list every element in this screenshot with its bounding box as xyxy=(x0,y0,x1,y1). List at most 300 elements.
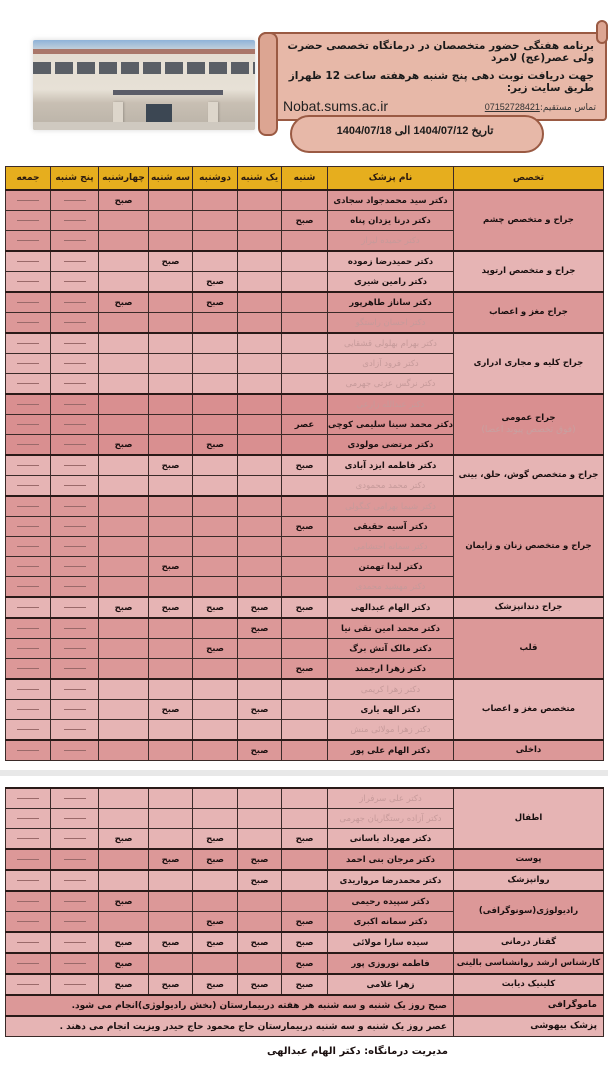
shift-friday-closed xyxy=(6,577,51,598)
specialty-label: داخلی xyxy=(515,744,542,755)
shift-monday: صبح xyxy=(193,292,238,313)
shift-saturday xyxy=(282,891,328,912)
shift-monday: صبح xyxy=(193,272,238,293)
shift-saturday xyxy=(282,231,328,252)
doctor-name: دکتر سپیده رحیمی xyxy=(328,891,454,912)
shift-sunday xyxy=(238,912,282,933)
shift-wednesday xyxy=(99,496,149,517)
shift-tuesday: صبح xyxy=(149,597,193,618)
specialty-cell xyxy=(454,788,604,849)
specialty-label: جراح و متخصص ارتوپد xyxy=(481,265,576,276)
shift-tuesday xyxy=(149,394,193,415)
specialty-cell xyxy=(454,251,604,292)
specialty-label: جراح و متخصص چشم xyxy=(483,214,574,225)
shift-tuesday: صبح xyxy=(149,251,193,272)
doctor-row xyxy=(6,597,604,618)
shift-friday-closed xyxy=(6,435,51,456)
phone-line xyxy=(485,102,596,113)
shift-wednesday xyxy=(99,374,149,395)
doctor-name: دکتر لیدا تهمتن xyxy=(328,557,454,577)
col-header-saturday: شنبه xyxy=(282,167,328,191)
shift-wednesday xyxy=(99,639,149,659)
shift-thursday-closed xyxy=(51,374,99,395)
shift-wednesday xyxy=(99,333,149,354)
specialty-label: جراح و متخصص زنان و زایمان xyxy=(465,540,592,551)
shift-sunday xyxy=(238,557,282,577)
shift-thursday-closed xyxy=(51,953,99,974)
doctor-row xyxy=(6,251,604,272)
shift-tuesday xyxy=(149,517,193,537)
shift-monday xyxy=(193,659,238,680)
doctor-row xyxy=(6,333,604,354)
specialty-cell xyxy=(454,849,604,870)
shift-monday xyxy=(193,679,238,700)
shift-tuesday xyxy=(149,231,193,252)
doctor-row xyxy=(6,849,604,870)
specialty-label: گفتار درمانی xyxy=(500,936,557,947)
doctor-name: دکتر احسان راستگو xyxy=(328,313,454,334)
shift-wednesday xyxy=(99,476,149,497)
shift-monday xyxy=(193,251,238,272)
shift-tuesday xyxy=(149,809,193,829)
shift-saturday xyxy=(282,476,328,497)
shift-wednesday xyxy=(99,557,149,577)
note-specialty: پزشک بیهوشی xyxy=(454,1016,604,1037)
shift-wednesday xyxy=(99,415,149,435)
doctor-name: دکتر مرجان بنی احمد xyxy=(328,849,454,870)
specialty-label: رادیولوژی(سونوگرافی) xyxy=(478,905,579,916)
shift-friday-closed xyxy=(6,476,51,497)
shift-saturday xyxy=(282,788,328,809)
shift-saturday xyxy=(282,740,328,761)
shift-sunday xyxy=(238,577,282,598)
col-header-doctor: نام پزشک xyxy=(328,167,454,191)
shift-wednesday: صبح xyxy=(99,435,149,456)
shift-friday-closed xyxy=(6,272,51,293)
shift-saturday: صبح xyxy=(282,659,328,680)
shift-sunday: صبح xyxy=(238,740,282,761)
shift-wednesday xyxy=(99,231,149,252)
header-row xyxy=(6,167,604,191)
shift-monday xyxy=(193,537,238,557)
shift-saturday: صبح xyxy=(282,597,328,618)
clinic-management-footer: مدیریت درمانگاه: دکتر الهام عبدالهی xyxy=(267,1046,448,1057)
shift-thursday-closed xyxy=(51,618,99,639)
shift-tuesday xyxy=(149,912,193,933)
shift-monday xyxy=(193,517,238,537)
shift-wednesday: صبح xyxy=(99,974,149,995)
shift-monday xyxy=(193,211,238,231)
shift-thursday-closed xyxy=(51,251,99,272)
shift-wednesday xyxy=(99,700,149,720)
shift-thursday-closed xyxy=(51,272,99,293)
shift-friday-closed xyxy=(6,190,51,211)
shift-thursday-closed xyxy=(51,496,99,517)
shift-wednesday xyxy=(99,870,149,891)
shift-friday-closed xyxy=(6,891,51,912)
shift-thursday-closed xyxy=(51,190,99,211)
shift-monday xyxy=(193,577,238,598)
shift-friday-closed xyxy=(6,659,51,680)
shift-saturday: صبح xyxy=(282,932,328,953)
shift-wednesday: صبح xyxy=(99,932,149,953)
doctor-row xyxy=(6,292,604,313)
shift-saturday xyxy=(282,618,328,639)
shift-monday: صبح xyxy=(193,849,238,870)
shift-thursday-closed xyxy=(51,557,99,577)
note-row xyxy=(6,1016,604,1037)
shift-thursday-closed xyxy=(51,891,99,912)
shift-friday-closed xyxy=(6,679,51,700)
header-line-2: جهت دریافت نوبت دهی پنج شنبه هرهفته ساعت 12 ظهراز طریق سایت زیر: xyxy=(288,70,594,94)
shift-monday xyxy=(193,700,238,720)
col-header-thursday: پنج شنبه xyxy=(51,167,99,191)
shift-saturday xyxy=(282,354,328,374)
shift-wednesday xyxy=(99,455,149,476)
shift-tuesday xyxy=(149,618,193,639)
shift-sunday xyxy=(238,374,282,395)
shift-saturday xyxy=(282,849,328,870)
doctor-name: دکتر فاطمه ایزد آبادی xyxy=(328,455,454,476)
specialty-label: متخصص مغز و اعصاب xyxy=(481,703,576,714)
shift-friday-closed xyxy=(6,829,51,850)
shift-wednesday xyxy=(99,849,149,870)
shift-saturday xyxy=(282,809,328,829)
shift-monday xyxy=(193,415,238,435)
shift-sunday xyxy=(238,809,282,829)
shift-wednesday: صبح xyxy=(99,292,149,313)
shift-monday: صبح xyxy=(193,829,238,850)
shift-thursday-closed xyxy=(51,455,99,476)
shift-sunday: صبح xyxy=(238,932,282,953)
shift-saturday xyxy=(282,639,328,659)
specialty-cell xyxy=(454,597,604,618)
shift-saturday: عصر xyxy=(282,415,328,435)
shift-sunday xyxy=(238,313,282,334)
doctor-row xyxy=(6,618,604,639)
shift-saturday: صبح xyxy=(282,912,328,933)
specialty-cell xyxy=(454,455,604,496)
doctor-name: دکتر حمیده لیراز xyxy=(328,231,454,252)
shift-thursday-closed xyxy=(51,476,99,497)
phone-number[interactable]: 07152728421 xyxy=(484,102,540,112)
shift-monday: صبح xyxy=(193,974,238,995)
shift-friday-closed xyxy=(6,618,51,639)
shift-friday-closed xyxy=(6,333,51,354)
shift-thursday-closed xyxy=(51,394,99,415)
shift-saturday xyxy=(282,496,328,517)
col-header-monday: دوشنبه xyxy=(193,167,238,191)
shift-thursday-closed xyxy=(51,333,99,354)
shift-tuesday xyxy=(149,639,193,659)
clinic-building-photo xyxy=(33,40,255,130)
shift-friday-closed xyxy=(6,313,51,334)
specialty-label: جراح و متخصص گوش، حلق، بینی xyxy=(458,469,599,480)
shift-saturday xyxy=(282,333,328,354)
shift-tuesday xyxy=(149,577,193,598)
shift-wednesday: صبح xyxy=(99,190,149,211)
doctor-row xyxy=(6,190,604,211)
shift-saturday xyxy=(282,557,328,577)
shift-wednesday xyxy=(99,720,149,741)
shift-tuesday xyxy=(149,313,193,334)
shift-tuesday: صبح xyxy=(149,557,193,577)
doctor-name: دکتر حمیدرضا زموده xyxy=(328,251,454,272)
shift-sunday xyxy=(238,829,282,850)
doctor-row xyxy=(6,679,604,700)
shift-tuesday xyxy=(149,211,193,231)
doctor-name: دکتر زهرا مولائی منش xyxy=(328,720,454,741)
shift-thursday-closed xyxy=(51,211,99,231)
shift-saturday xyxy=(282,251,328,272)
shift-tuesday xyxy=(149,891,193,912)
shift-wednesday xyxy=(99,788,149,809)
shift-saturday: صبح xyxy=(282,211,328,231)
shift-sunday xyxy=(238,251,282,272)
doctor-name: دکتر آسیه حقیقی xyxy=(328,517,454,537)
shift-saturday: صبح xyxy=(282,829,328,850)
shift-thursday-closed xyxy=(51,415,99,435)
shift-tuesday xyxy=(149,679,193,700)
doctor-name: دکتر محمد سینا سلیمی کوچی xyxy=(328,415,454,435)
doctor-row xyxy=(6,932,604,953)
doctor-name: دکتر محمد محمودی xyxy=(328,476,454,497)
shift-thursday-closed xyxy=(51,679,99,700)
shift-sunday: صبح xyxy=(238,700,282,720)
shift-sunday: صبح xyxy=(238,849,282,870)
shift-wednesday xyxy=(99,313,149,334)
shift-saturday: صبح xyxy=(282,455,328,476)
shift-saturday xyxy=(282,870,328,891)
doctor-row xyxy=(6,974,604,995)
col-header-wednesday: چهارشنبه xyxy=(99,167,149,191)
doctor-row xyxy=(6,870,604,891)
shift-tuesday: صبح xyxy=(149,849,193,870)
shift-tuesday: صبح xyxy=(149,455,193,476)
specialty-label: کارشناس ارشد روانشناسی بالینی xyxy=(456,957,601,968)
shift-monday: صبح xyxy=(193,932,238,953)
doctor-name: دکتر سمانه اکبری xyxy=(328,912,454,933)
specialty-label: قلب xyxy=(519,642,538,653)
doctor-name: دکتر مرتضی مولودی xyxy=(328,435,454,456)
shift-sunday xyxy=(238,231,282,252)
shift-friday-closed xyxy=(6,455,51,476)
shift-sunday: صبح xyxy=(238,597,282,618)
shift-thursday-closed xyxy=(51,809,99,829)
col-header-tuesday: سه شنبه xyxy=(149,167,193,191)
shift-thursday-closed xyxy=(51,517,99,537)
shift-tuesday xyxy=(149,415,193,435)
doctor-row xyxy=(6,496,604,517)
schedule-table-1 xyxy=(5,166,604,761)
shift-wednesday xyxy=(99,740,149,761)
shift-friday-closed xyxy=(6,231,51,252)
doctor-name: دکتر زهرا ارجمند xyxy=(328,659,454,680)
shift-wednesday xyxy=(99,577,149,598)
shift-monday xyxy=(193,557,238,577)
shift-sunday xyxy=(238,190,282,211)
specialty-label: جراح دندانپزشک xyxy=(494,601,563,612)
shift-tuesday: صبح xyxy=(149,974,193,995)
shift-wednesday xyxy=(99,251,149,272)
shift-monday xyxy=(193,496,238,517)
shift-tuesday xyxy=(149,496,193,517)
shift-sunday: صبح xyxy=(238,974,282,995)
shift-sunday xyxy=(238,679,282,700)
shift-thursday-closed xyxy=(51,720,99,741)
doctor-name: دکتر مهشید محمدی xyxy=(328,577,454,598)
shift-friday-closed xyxy=(6,788,51,809)
shift-sunday xyxy=(238,455,282,476)
shift-saturday xyxy=(282,679,328,700)
doctor-name: دکتر محمد امین تقی نیا xyxy=(328,618,454,639)
shift-wednesday xyxy=(99,354,149,374)
doctor-name: دکتر درنا یزدان پناه xyxy=(328,211,454,231)
shift-sunday xyxy=(238,639,282,659)
specialty-cell xyxy=(454,891,604,932)
shift-saturday xyxy=(282,374,328,395)
shift-thursday-closed xyxy=(51,829,99,850)
specialty-cell xyxy=(454,394,604,455)
shift-sunday xyxy=(238,333,282,354)
doctor-name: دکتر شیما بهرامی کنگولی xyxy=(328,496,454,517)
specialty-label: روانپزشک xyxy=(507,874,550,885)
shift-thursday-closed xyxy=(51,313,99,334)
shift-friday-closed xyxy=(6,740,51,761)
doctor-name: دکتر سید محمدجواد سجادی xyxy=(328,190,454,211)
specialty-cell xyxy=(454,190,604,251)
shift-thursday-closed xyxy=(51,849,99,870)
shift-saturday xyxy=(282,537,328,557)
shift-sunday: صبح xyxy=(238,870,282,891)
shift-saturday xyxy=(282,394,328,415)
doctor-row xyxy=(6,740,604,761)
doctor-name: دکتر الهام عبدالهی xyxy=(328,597,454,618)
shift-wednesday xyxy=(99,211,149,231)
shift-saturday xyxy=(282,190,328,211)
doctor-name: دکتر الهام علی پور xyxy=(328,740,454,761)
specialty-cell xyxy=(454,870,604,891)
shift-tuesday xyxy=(149,870,193,891)
shift-sunday: صبح xyxy=(238,618,282,639)
shift-friday-closed xyxy=(6,700,51,720)
shift-sunday xyxy=(238,292,282,313)
shift-tuesday xyxy=(149,740,193,761)
col-header-friday: جمعه xyxy=(6,167,51,191)
doctor-name: دکتر فرود آزادی xyxy=(328,354,454,374)
shift-monday xyxy=(193,313,238,334)
shift-friday-closed xyxy=(6,953,51,974)
schedule-table-2 xyxy=(5,787,604,1037)
doctor-name: دکتر سمانه احتشامی xyxy=(328,537,454,557)
shift-saturday xyxy=(282,577,328,598)
shift-wednesday xyxy=(99,809,149,829)
shift-friday-closed xyxy=(6,557,51,577)
doctor-name: دکتر ساناز طاهرپور xyxy=(328,292,454,313)
shift-thursday-closed xyxy=(51,659,99,680)
specialty-label: پوست xyxy=(515,853,542,864)
shift-tuesday xyxy=(149,272,193,293)
shift-monday: صبح xyxy=(193,912,238,933)
shift-tuesday: صبح xyxy=(149,932,193,953)
shift-monday xyxy=(193,190,238,211)
note-text: صبح روز یک شنبه و سه شنبه هر هفته دربیمارستان (بخش رادیولوژی)انجام می شود. xyxy=(6,995,454,1016)
shift-sunday xyxy=(238,476,282,497)
doctor-name: دکتر علی سرفراز xyxy=(328,788,454,809)
shift-sunday xyxy=(238,788,282,809)
shift-thursday-closed xyxy=(51,932,99,953)
shift-saturday: صبح xyxy=(282,953,328,974)
shift-thursday-closed xyxy=(51,788,99,809)
doctor-name: دکتر مالک آتش برگ xyxy=(328,639,454,659)
doctor-name: دکتر نرگس عزتی جهرمی xyxy=(328,374,454,395)
shift-thursday-closed xyxy=(51,577,99,598)
shift-saturday xyxy=(282,700,328,720)
doctor-name: دکتر الهه یاری xyxy=(328,700,454,720)
shift-thursday-closed xyxy=(51,435,99,456)
shift-tuesday xyxy=(149,435,193,456)
booking-url[interactable]: Nobat.sums.ac.ir xyxy=(283,98,389,114)
shift-monday xyxy=(193,953,238,974)
specialty-cell xyxy=(454,333,604,394)
shift-sunday xyxy=(238,272,282,293)
shift-monday xyxy=(193,394,238,415)
shift-thursday-closed xyxy=(51,292,99,313)
col-header-sunday: یک شنبه xyxy=(238,167,282,191)
shift-sunday xyxy=(238,891,282,912)
shift-monday xyxy=(193,476,238,497)
shift-sunday xyxy=(238,659,282,680)
doctor-row xyxy=(6,788,604,809)
shift-friday-closed xyxy=(6,912,51,933)
shift-thursday-closed xyxy=(51,974,99,995)
shift-friday-closed xyxy=(6,809,51,829)
shift-friday-closed xyxy=(6,639,51,659)
shift-wednesday xyxy=(99,659,149,680)
doctor-row xyxy=(6,394,604,415)
specialty-cell xyxy=(454,953,604,974)
shift-thursday-closed xyxy=(51,740,99,761)
note-text: عصر روز یک شنبه و سه شنبه دربیمارستان حاج محمود حاج حیدر ویزیت انجام می دهند . xyxy=(6,1016,454,1037)
shift-tuesday xyxy=(149,476,193,497)
doctor-name: دکتر مهرداد باسانی xyxy=(328,829,454,850)
specialty-label: جراح مغز و اعصاب xyxy=(489,306,568,317)
doctor-name: دکتر محمدرضا مرواریدی xyxy=(328,870,454,891)
shift-sunday xyxy=(238,537,282,557)
doctor-name: دکتر بهرام بهلولی قشقایی xyxy=(328,333,454,354)
doctor-name: فاطمه نوروزی پور xyxy=(328,953,454,974)
note-row xyxy=(6,995,604,1016)
shift-saturday: صبح xyxy=(282,517,328,537)
shift-thursday-closed xyxy=(51,700,99,720)
shift-friday-closed xyxy=(6,211,51,231)
shift-monday xyxy=(193,354,238,374)
shift-friday-closed xyxy=(6,394,51,415)
specialty-cell xyxy=(454,974,604,995)
doctor-name: دکتر زهرا کریمی xyxy=(328,679,454,700)
shift-saturday xyxy=(282,292,328,313)
shift-wednesday xyxy=(99,394,149,415)
specialty-cell xyxy=(454,292,604,333)
shift-wednesday: صبح xyxy=(99,597,149,618)
doctor-row xyxy=(6,891,604,912)
shift-monday xyxy=(193,333,238,354)
shift-monday xyxy=(193,740,238,761)
shift-friday-closed xyxy=(6,974,51,995)
shift-tuesday xyxy=(149,333,193,354)
doctor-name: دکتر رامین شیری xyxy=(328,272,454,293)
section-divider xyxy=(0,770,608,776)
